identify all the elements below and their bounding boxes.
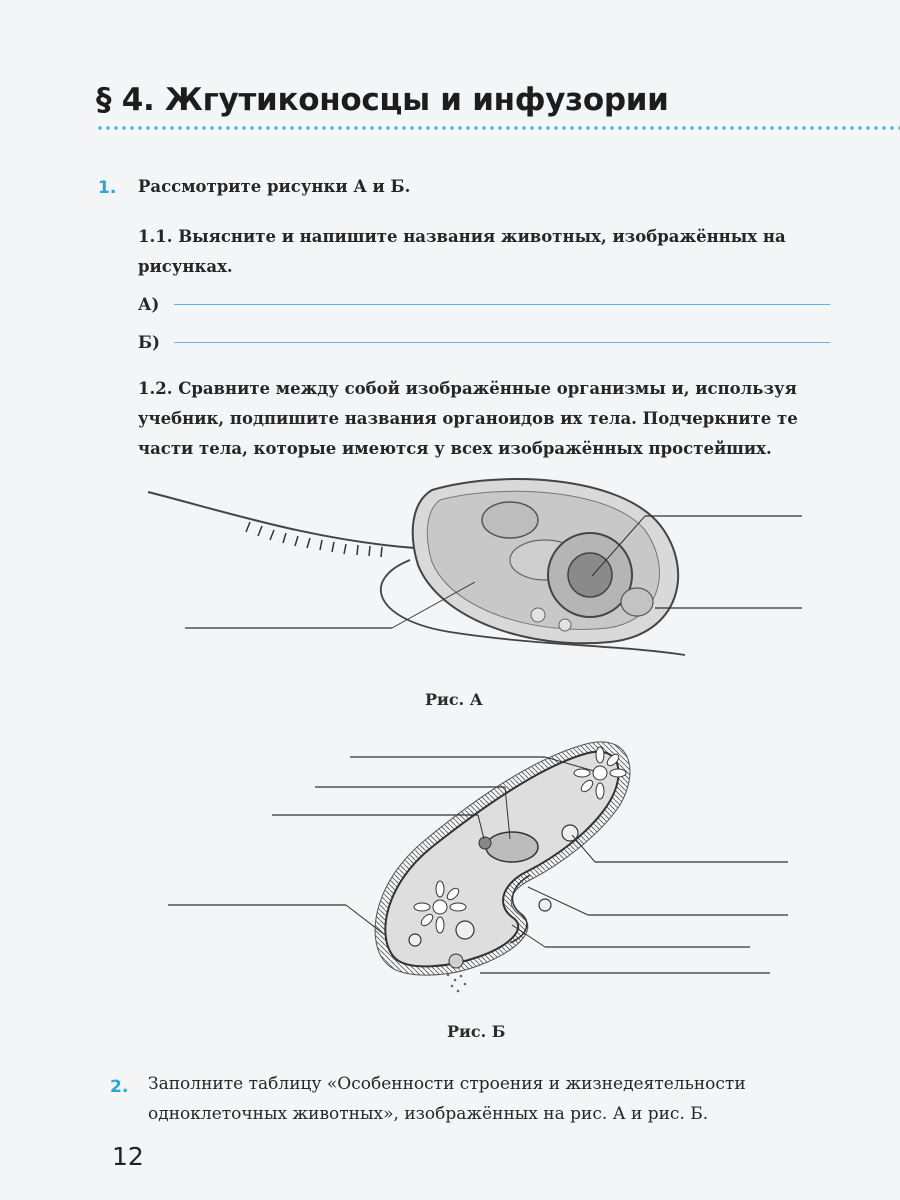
section-heading: § 4. Жгутиконосцы и инфузории: [96, 82, 669, 118]
pointer-b6: [528, 887, 588, 915]
task-1-title: Рассмотрите рисунки А и Б.: [138, 177, 411, 196]
cytoproct: [449, 954, 463, 968]
answer-a-line[interactable]: [174, 304, 830, 305]
figure-a-flagellate: [140, 470, 820, 680]
excreted-particles: [447, 974, 467, 993]
macronucleus: [486, 832, 538, 862]
heading-dotted-rule: [96, 126, 900, 130]
granule: [531, 608, 545, 622]
figure-b-paramecium: [160, 735, 800, 1005]
vacuole: [482, 502, 538, 538]
task-2-text: Заполните таблицу «Особенности строения и жизнедеятельности одноклеточных животных», изображённых на рис. А и рис. Б.: [148, 1074, 746, 1124]
task-1-2-text: 1.2. Сравните между собой изображённые организмы и, используя учебник, подпишите названия органоидов их тела. Подчеркните те части тела, которые имеются у всех изображённых простейших.: [138, 379, 798, 458]
nucleolus: [568, 553, 612, 597]
page-number: 12: [112, 1142, 144, 1171]
answer-b-label: Б): [138, 333, 160, 352]
answer-b-line[interactable]: [174, 342, 830, 343]
figure-a-caption: Рис. А: [425, 690, 483, 709]
granule: [559, 619, 571, 631]
answer-a-label: А): [138, 295, 160, 314]
task-2-number: 2.: [110, 1077, 129, 1097]
task-1-number: 1.: [98, 178, 117, 198]
stigma: [621, 588, 653, 616]
task-1-1-text: 1.1. Выясните и напишите названия животных, изображённых на рисунках.: [138, 227, 786, 276]
figure-b-caption: Рис. Б: [447, 1022, 506, 1041]
flagellum-hairs: [246, 522, 382, 557]
micronucleus: [479, 837, 491, 849]
flagellum: [148, 492, 415, 548]
